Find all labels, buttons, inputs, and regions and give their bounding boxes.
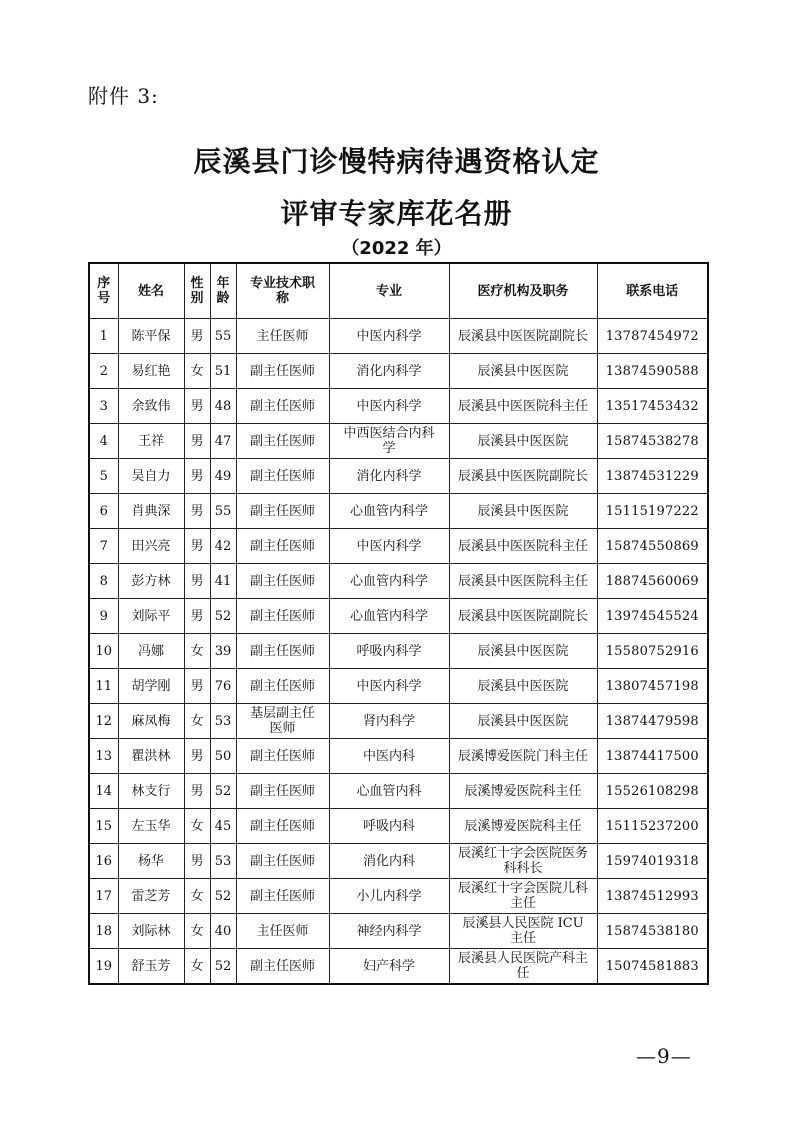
col-header-institution: 医疗机构及职务 — [449, 263, 597, 319]
cell-gender: 女 — [184, 809, 210, 844]
col-header-name: 姓名 — [118, 263, 184, 319]
cell-name: 杨华 — [118, 844, 184, 879]
cell-institution: 辰溪县中医医院科主任 — [449, 564, 597, 599]
cell-age: 52 — [210, 949, 236, 985]
cell-specialty: 心血管内科 — [329, 774, 449, 809]
cell-specialty: 心血管内科学 — [329, 564, 449, 599]
cell-institution: 辰溪红十字会医院儿科主任 — [449, 879, 597, 914]
cell-title: 副主任医师 — [236, 599, 329, 634]
cell-title: 副主任医师 — [236, 424, 329, 459]
cell-index: 6 — [89, 494, 118, 529]
table-row — [89, 529, 708, 564]
cell-specialty: 妇产科学 — [329, 949, 449, 985]
cell-index: 1 — [89, 319, 118, 354]
cell-phone: 15526108298 — [597, 774, 708, 809]
cell-institution: 辰溪县中医医院 — [449, 354, 597, 389]
col-header-gender: 性别 — [184, 263, 210, 319]
cell-age: 52 — [210, 599, 236, 634]
attachment-label: 附件 3: — [88, 84, 159, 108]
cell-index: 7 — [89, 529, 118, 564]
cell-gender: 男 — [184, 739, 210, 774]
cell-age: 55 — [210, 319, 236, 354]
cell-index: 9 — [89, 599, 118, 634]
cell-institution: 辰溪县中医医院科主任 — [449, 389, 597, 424]
cell-gender: 男 — [184, 669, 210, 704]
cell-institution: 辰溪县中医医院 — [449, 669, 597, 704]
document-title-line2: 评审专家库花名册 — [280, 197, 513, 230]
cell-name: 麻凤梅 — [118, 704, 184, 739]
cell-age: 53 — [210, 704, 236, 739]
cell-gender: 男 — [184, 494, 210, 529]
cell-name: 左玉华 — [118, 809, 184, 844]
cell-title: 副主任医师 — [236, 669, 329, 704]
cell-specialty: 神经内科学 — [329, 914, 449, 949]
cell-index: 19 — [89, 949, 118, 985]
cell-index: 16 — [89, 844, 118, 879]
cell-index: 5 — [89, 459, 118, 494]
cell-phone: 15874538278 — [597, 424, 708, 459]
cell-title: 副主任医师 — [236, 494, 329, 529]
cell-phone: 15115237200 — [597, 809, 708, 844]
cell-gender: 男 — [184, 389, 210, 424]
cell-index: 2 — [89, 354, 118, 389]
cell-title: 副主任医师 — [236, 844, 329, 879]
cell-index: 14 — [89, 774, 118, 809]
cell-phone: 13874531229 — [597, 459, 708, 494]
cell-index: 8 — [89, 564, 118, 599]
cell-title: 副主任医师 — [236, 879, 329, 914]
cell-name: 舒玉芳 — [118, 949, 184, 985]
cell-institution: 辰溪县中医医院副院长 — [449, 599, 597, 634]
cell-phone: 13807457198 — [597, 669, 708, 704]
col-header-index: 序号 — [89, 263, 118, 319]
cell-phone: 15580752916 — [597, 634, 708, 669]
cell-name: 易红艳 — [118, 354, 184, 389]
table-header-row — [89, 263, 708, 319]
cell-specialty: 心血管内科学 — [329, 494, 449, 529]
table-row — [89, 774, 708, 809]
table-row — [89, 494, 708, 529]
cell-specialty: 中医内科 — [329, 739, 449, 774]
cell-specialty: 小儿内科学 — [329, 879, 449, 914]
cell-index: 12 — [89, 704, 118, 739]
table-row — [89, 669, 708, 704]
cell-gender: 女 — [184, 914, 210, 949]
cell-institution: 辰溪县中医医院科主任 — [449, 529, 597, 564]
cell-name: 瞿洪林 — [118, 739, 184, 774]
cell-index: 4 — [89, 424, 118, 459]
cell-specialty: 中医内科学 — [329, 389, 449, 424]
table-row — [89, 879, 708, 914]
cell-name: 陈平保 — [118, 319, 184, 354]
table-row — [89, 389, 708, 424]
cell-name: 彭方林 — [118, 564, 184, 599]
cell-phone: 13874479598 — [597, 704, 708, 739]
cell-index: 15 — [89, 809, 118, 844]
cell-age: 42 — [210, 529, 236, 564]
cell-phone: 15115197222 — [597, 494, 708, 529]
cell-phone: 13787454972 — [597, 319, 708, 354]
col-header-specialty: 专业 — [329, 263, 449, 319]
cell-institution: 辰溪县中医医院 — [449, 494, 597, 529]
cell-phone: 15874550869 — [597, 529, 708, 564]
cell-age: 47 — [210, 424, 236, 459]
cell-specialty: 呼吸内科学 — [329, 634, 449, 669]
cell-institution: 辰溪县中医医院 — [449, 634, 597, 669]
col-header-title: 专业技术职称 — [236, 263, 329, 319]
expert-roster-table — [88, 262, 709, 985]
cell-specialty: 肾内科学 — [329, 704, 449, 739]
cell-name: 刘际林 — [118, 914, 184, 949]
cell-specialty: 中医内科学 — [329, 529, 449, 564]
cell-title: 基层副主任医师 — [236, 704, 329, 739]
table-row — [89, 459, 708, 494]
cell-name: 冯娜 — [118, 634, 184, 669]
cell-name: 王祥 — [118, 424, 184, 459]
cell-specialty: 中医内科学 — [329, 669, 449, 704]
cell-age: 51 — [210, 354, 236, 389]
cell-specialty: 呼吸内科 — [329, 809, 449, 844]
cell-age: 52 — [210, 774, 236, 809]
table-row — [89, 704, 708, 739]
cell-institution: 辰溪县中医医院 — [449, 704, 597, 739]
cell-gender: 男 — [184, 459, 210, 494]
cell-title: 副主任医师 — [236, 389, 329, 424]
cell-name: 刘际平 — [118, 599, 184, 634]
cell-gender: 男 — [184, 424, 210, 459]
cell-institution: 辰溪红十字会医院医务科科长 — [449, 844, 597, 879]
cell-title: 副主任医师 — [236, 739, 329, 774]
cell-gender: 男 — [184, 529, 210, 564]
table-body — [89, 319, 708, 985]
cell-name: 肖典深 — [118, 494, 184, 529]
cell-index: 13 — [89, 739, 118, 774]
cell-phone: 13974545524 — [597, 599, 708, 634]
cell-institution: 辰溪县人民医院 ICU 主任 — [449, 914, 597, 949]
cell-name: 林支行 — [118, 774, 184, 809]
table-row — [89, 424, 708, 459]
cell-gender: 女 — [184, 879, 210, 914]
cell-age: 48 — [210, 389, 236, 424]
cell-age: 39 — [210, 634, 236, 669]
cell-age: 40 — [210, 914, 236, 949]
table-row — [89, 564, 708, 599]
col-header-age: 年龄 — [210, 263, 236, 319]
document-year: （2022 年） — [341, 238, 452, 259]
cell-specialty: 消化内科 — [329, 844, 449, 879]
cell-title: 副主任医师 — [236, 529, 329, 564]
cell-age: 52 — [210, 879, 236, 914]
cell-title: 副主任医师 — [236, 774, 329, 809]
cell-name: 雷芝芳 — [118, 879, 184, 914]
cell-phone: 13874590588 — [597, 354, 708, 389]
cell-title: 副主任医师 — [236, 634, 329, 669]
table-row — [89, 739, 708, 774]
cell-gender: 女 — [184, 634, 210, 669]
cell-specialty: 消化内科学 — [329, 354, 449, 389]
table-row — [89, 599, 708, 634]
cell-index: 17 — [89, 879, 118, 914]
cell-gender: 男 — [184, 319, 210, 354]
cell-specialty: 中医内科学 — [329, 319, 449, 354]
cell-institution: 辰溪县中医医院副院长 — [449, 459, 597, 494]
cell-institution: 辰溪博爱医院科主任 — [449, 809, 597, 844]
table-row — [89, 809, 708, 844]
cell-title: 副主任医师 — [236, 459, 329, 494]
cell-gender: 女 — [184, 949, 210, 985]
cell-age: 76 — [210, 669, 236, 704]
cell-institution: 辰溪县人民医院产科主任 — [449, 949, 597, 985]
cell-gender: 女 — [184, 704, 210, 739]
cell-title: 副主任医师 — [236, 949, 329, 985]
cell-title: 副主任医师 — [236, 564, 329, 599]
document-title-line1: 辰溪县门诊慢特病待遇资格认定 — [193, 145, 600, 178]
cell-institution: 辰溪县中医医院副院长 — [449, 319, 597, 354]
cell-institution: 辰溪县中医医院 — [449, 424, 597, 459]
cell-age: 53 — [210, 844, 236, 879]
cell-title: 主任医师 — [236, 319, 329, 354]
cell-gender: 男 — [184, 564, 210, 599]
cell-title: 副主任医师 — [236, 809, 329, 844]
table-row — [89, 844, 708, 879]
table-row — [89, 914, 708, 949]
cell-specialty: 中西医结合内科学 — [329, 424, 449, 459]
cell-name: 吴自力 — [118, 459, 184, 494]
cell-phone: 13517453432 — [597, 389, 708, 424]
table-row — [89, 634, 708, 669]
cell-title: 主任医师 — [236, 914, 329, 949]
cell-specialty: 消化内科学 — [329, 459, 449, 494]
cell-age: 50 — [210, 739, 236, 774]
cell-name: 胡学刚 — [118, 669, 184, 704]
cell-phone: 15874538180 — [597, 914, 708, 949]
cell-gender: 男 — [184, 844, 210, 879]
cell-specialty: 心血管内科学 — [329, 599, 449, 634]
col-header-phone: 联系电话 — [597, 263, 708, 319]
cell-institution: 辰溪博爱医院门科主任 — [449, 739, 597, 774]
cell-age: 49 — [210, 459, 236, 494]
cell-phone: 15074581883 — [597, 949, 708, 985]
cell-phone: 13874512993 — [597, 879, 708, 914]
cell-gender: 男 — [184, 774, 210, 809]
cell-name: 田兴亮 — [118, 529, 184, 564]
table-row — [89, 354, 708, 389]
page-number: —9— — [636, 1044, 692, 1068]
cell-title: 副主任医师 — [236, 354, 329, 389]
cell-phone: 18874560069 — [597, 564, 708, 599]
cell-name: 余致伟 — [118, 389, 184, 424]
cell-gender: 女 — [184, 354, 210, 389]
cell-index: 18 — [89, 914, 118, 949]
cell-index: 10 — [89, 634, 118, 669]
cell-gender: 男 — [184, 599, 210, 634]
cell-phone: 13874417500 — [597, 739, 708, 774]
cell-age: 55 — [210, 494, 236, 529]
cell-phone: 15974019318 — [597, 844, 708, 879]
table-row — [89, 949, 708, 985]
table-row — [89, 319, 708, 354]
cell-index: 3 — [89, 389, 118, 424]
cell-age: 41 — [210, 564, 236, 599]
cell-institution: 辰溪博爱医院科主任 — [449, 774, 597, 809]
cell-index: 11 — [89, 669, 118, 704]
cell-age: 45 — [210, 809, 236, 844]
